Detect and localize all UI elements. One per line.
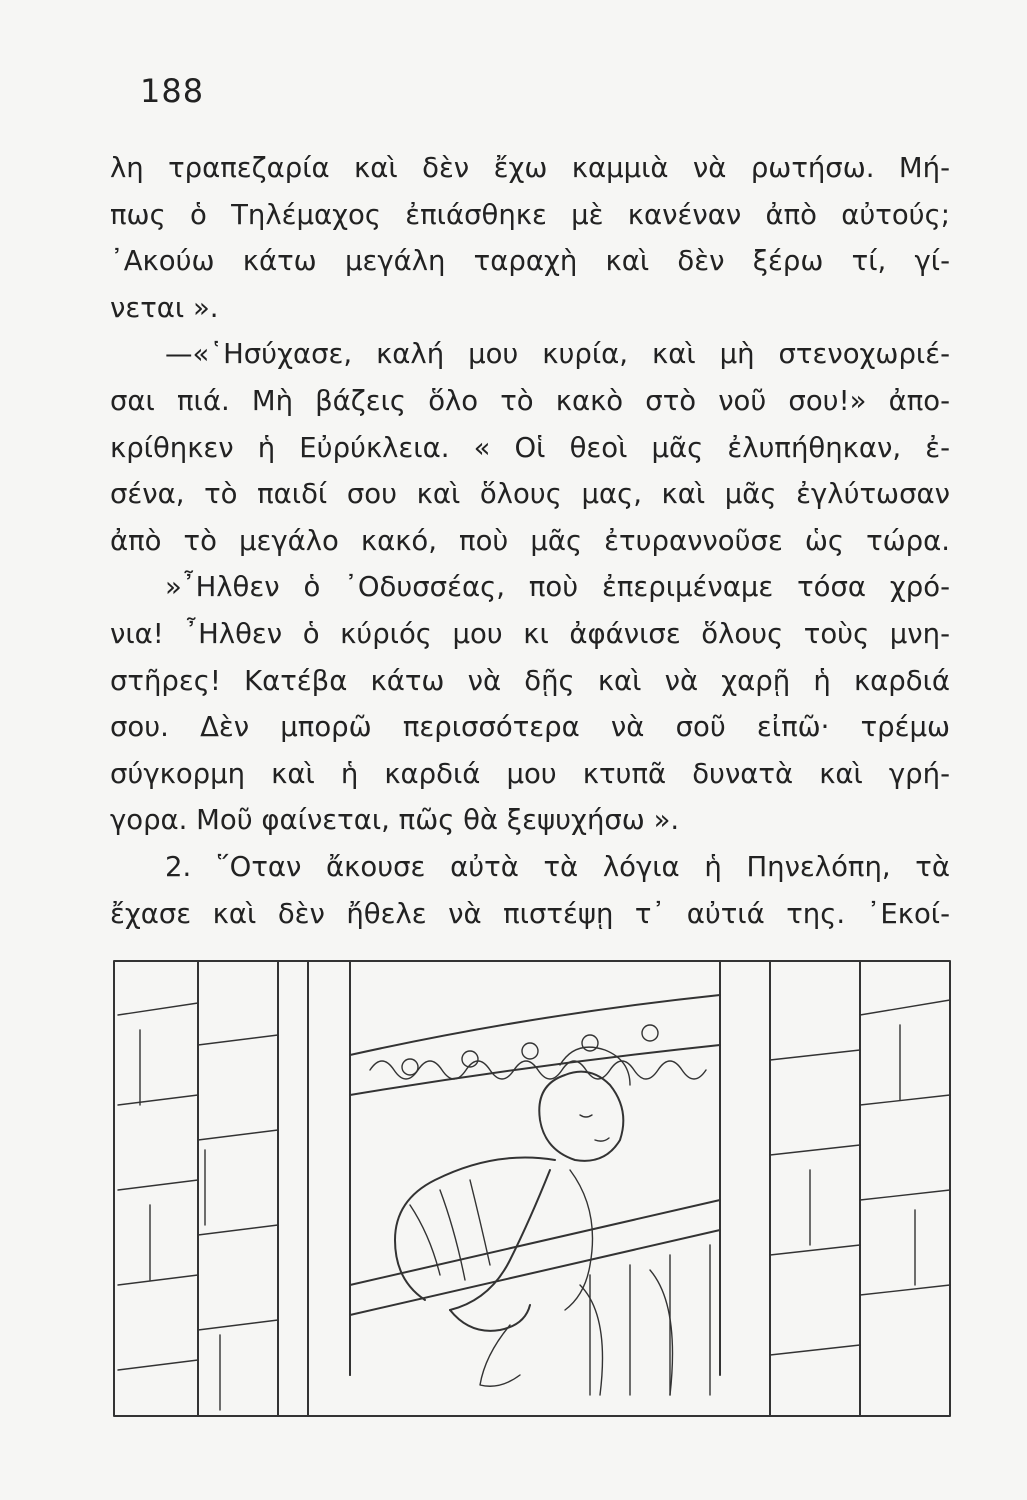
text-line: στῆρες! Κατέβα κάτω νὰ δῇς καὶ νὰ χαρῇ ἡ καρδιά [110,664,950,697]
page-number: 188 [140,72,205,110]
text-line: ἀπὸ τὸ μεγάλο κακό, ποὺ μᾶς ἐτυραννοῦσε ὡς τώρα. [110,524,950,557]
text-line: —«῾Ησύχασε, καλή μου κυρία, καὶ μὴ στενοχωριέ- [165,338,950,371]
text-line: ᾿Ακούω κάτω μεγάλη ταραχὴ καὶ δὲν ξέρω τί, γί- [110,245,950,278]
illustration-woman-at-window [110,955,955,1425]
text-line: λη τραπεζαρία καὶ δὲν ἔχω καμμιὰ νὰ ρωτήσω. Μή- [110,152,950,184]
text-line: κρίθηκεν ἡ Εὐρύκλεια. « Οἱ θεοὶ μᾶς ἐλυπήθηκαν, ἐ- [110,431,950,464]
body-text [110,145,950,937]
text-line: σου. Δὲν μπορῶ περισσότερα νὰ σοῦ εἰπῶ· τρέμω [110,711,950,744]
text-line: γορα. Μοῦ φαίνεται, πῶς θὰ ξεψυχήσω ». [110,804,680,837]
text-line: σένα, τὸ παιδί σου καὶ ὅλους μας, καὶ μᾶς ἐγλύτωσαν [110,478,950,511]
window-sill [350,1200,720,1395]
text-line: σαι πιά. Μὴ βάζεις ὅλο τὸ κακὸ στὸ νοῦ σου!» ἀπο- [110,384,950,417]
text-line: 2. ῞Οταν ἄκουσε αὐτὰ τὰ λόγια ἡ Πηνελόπη, τὰ [165,850,950,883]
text-line: ἔχασε καὶ δὲν ἤθελε νὰ πιστέψῃ τ᾿ αὐτιά της. ᾿Εκοί- [110,897,950,930]
right-wall [770,961,950,1416]
text-line: πως ὁ Τηλέμαχος ἐπιάσθηκε μὲ κανέναν ἀπὸ αὐτούς; [110,198,950,231]
text-line: νια! ῏Ηλθεν ὁ κύριός μου κι ἀφάνισε ὅλους τοὺς μνη- [110,617,950,650]
woman-figure [395,1047,630,1386]
line-drawing [110,955,955,1425]
left-wall [118,961,308,1416]
text-line: σύγκορμη καὶ ἡ καρδιά μου κτυπᾶ δυνατὰ καὶ γρή- [110,757,950,790]
text-line: »῏Ηλθεν ὁ ᾿Οδυσσέας, ποὺ ἐπεριμέναμε τόσα χρό- [165,571,950,604]
frame [114,961,950,1416]
window-opening [350,961,720,1375]
text-line: νεται ». [110,291,219,324]
